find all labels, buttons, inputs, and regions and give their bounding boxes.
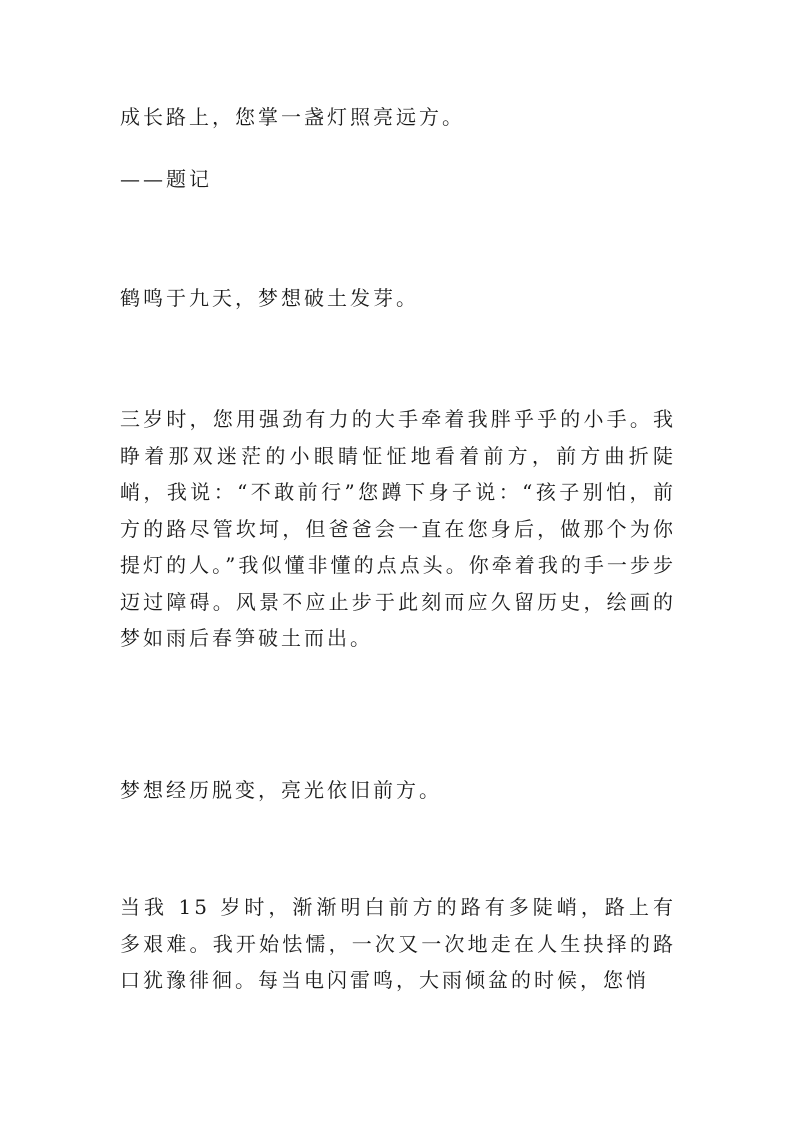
section-paragraph-2: 当我 15 岁时，渐渐明白前方的路有多陡峭，路上有多艰难。我开始怯懦，一次又一次地走在人生抉择的路口犹豫徘徊。每当电闪雷鸣，大雨倾盆的时候，您悄 (120, 895, 676, 992)
section-heading-1: 鹤鸣于九天，梦想破土发芽。 (120, 286, 419, 310)
epigraph-attribution: ——题记 (120, 167, 212, 191)
section-heading-2: 梦想经历脱变，亮光依旧前方。 (120, 778, 442, 802)
epigraph-text: 成长路上，您掌一盏灯照亮远方。 (120, 105, 465, 129)
section-paragraph-1: 三岁时，您用强劲有力的大手牵着我胖乎乎的小手。我睁着那双迷茫的小眼睛怔怔地看着前方，前方曲折陡峭，我说：“不敢前行”您蹲下身子说：“孩子别怕，前方的路尽管坎坷，但爸爸会一直在您身后，做那个为你提灯的人。”我似懂非懂的点点头。你牵着我的手一步步迈过障碍。风景不应止步于此刻而应久留历史，绘画的梦如雨后春笋破土而出。 (120, 407, 676, 650)
